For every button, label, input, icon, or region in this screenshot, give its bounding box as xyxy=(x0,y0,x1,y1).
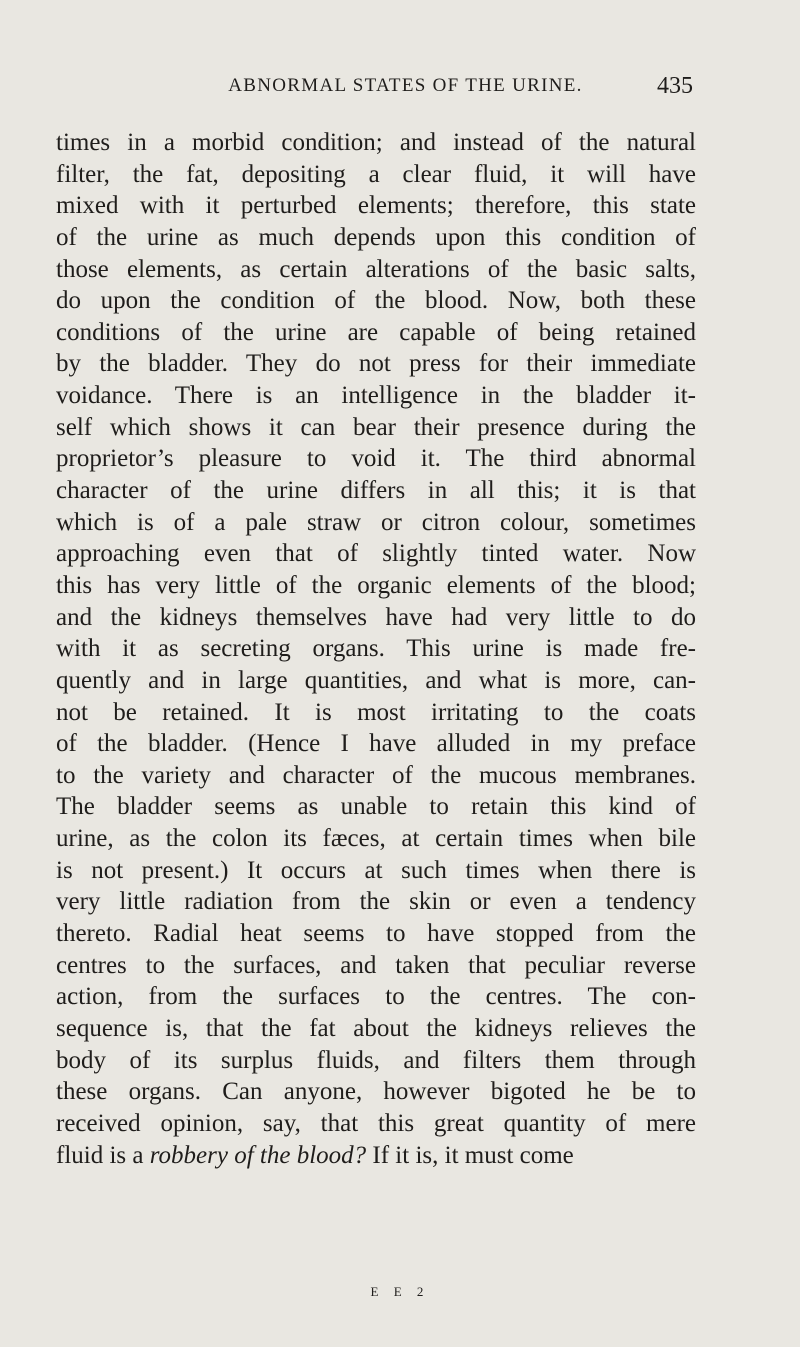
text-line: to the variety and character of the mucous membranes. xyxy=(56,761,696,789)
text-line: of the urine as much depends upon this condition of xyxy=(56,223,696,251)
page-number: 435 xyxy=(657,73,693,99)
text-line: The bladder seems as unable to retain this kind of xyxy=(56,793,696,821)
running-head-title: ABNORMAL STATES OF THE URINE. xyxy=(228,75,583,96)
text-line: times in a morbid condition; and instead of the natural xyxy=(56,129,696,156)
text-line: centres to the surfaces, and taken that peculiar reverse xyxy=(56,951,696,979)
text-line: filter, the fat, depositing a clear fluid, it will have xyxy=(56,160,696,188)
text-line-last xyxy=(56,1140,696,1172)
text-line: of the bladder. (Hence I have alluded in my preface xyxy=(56,730,696,758)
text-line: these organs. Can anyone, however bigoted he be to xyxy=(56,1078,696,1106)
text-line: those elements, as certain alterations of the basic salts, xyxy=(56,255,696,283)
text-line: not be retained. It is most irritating to the coats xyxy=(56,698,696,726)
text-line: body of its surplus fluids, and filters them through xyxy=(56,1046,696,1074)
text-line: conditions of the urine are capable of being retained xyxy=(56,318,696,346)
text-line: very little radiation from the skin or even a tendency xyxy=(56,888,696,916)
text-line: this has very little of the organic elements of the blood; xyxy=(56,571,696,599)
text-line: action, from the surfaces to the centres. The con- xyxy=(56,983,696,1011)
text-line: do upon the condition of the blood. Now, both these xyxy=(56,287,696,315)
text-line: voidance. There is an intelligence in the bladder it- xyxy=(56,382,696,410)
text-line: character of the urine differs in all this; it is that xyxy=(56,477,696,505)
text-run: fluid is a xyxy=(56,1141,150,1169)
text-line: quently and in large quantities, and what is more, can- xyxy=(56,666,696,694)
text-line: mixed with it perturbed elements; therefore, this state xyxy=(56,192,696,220)
text-line: is not present.) It occurs at such times when there is xyxy=(56,856,696,884)
text-line: and the kidneys themselves have had very little to do xyxy=(56,603,696,631)
text-line: received opinion, say, that this great quantity of mere xyxy=(56,1109,696,1137)
signature-mark: E E 2 xyxy=(370,1284,430,1299)
italic-phrase: robbery of the blood? xyxy=(149,1141,367,1169)
text-line: proprietor’s pleasure to void it. The third abnormal xyxy=(56,445,696,473)
text-line: sequence is, that the fat about the kidneys relieves the xyxy=(56,1014,696,1042)
text-line: which is of a pale straw or citron colour, sometimes xyxy=(56,508,696,536)
text-line: with it as secreting organs. This urine is made fre- xyxy=(56,635,696,663)
text-line: thereto. Radial heat seems to have stopped from the xyxy=(56,920,696,948)
text-line: approaching even that of slightly tinted water. Now xyxy=(56,540,696,568)
body-text xyxy=(56,127,696,1171)
text-line: urine, as the colon its fæces, at certain times when bile xyxy=(56,825,696,853)
text-line: self which shows it can bear their presence during the xyxy=(56,413,696,441)
running-head xyxy=(118,75,693,105)
text-line: by the bladder. They do not press for their immediate xyxy=(56,350,696,378)
text-run: If it is, it must come xyxy=(366,1141,574,1169)
